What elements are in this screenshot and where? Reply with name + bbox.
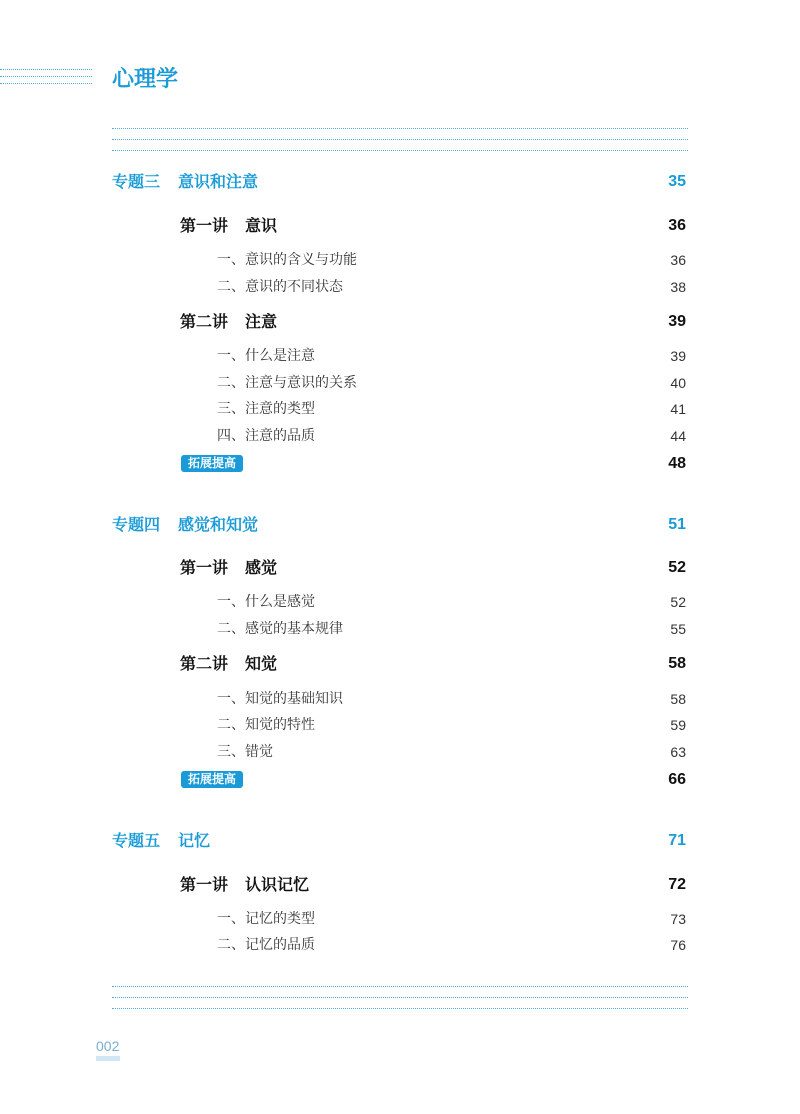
toc-lecture[interactable] (0, 310, 800, 334)
toc-topic[interactable] (0, 170, 800, 194)
bottom-dotted-line-1 (112, 986, 688, 987)
bottom-dotted-line-2 (112, 997, 688, 998)
section-title: 一、意识的含义与功能 (217, 252, 357, 268)
lecture-page: 58 (668, 655, 686, 672)
section-page: 63 (670, 744, 686, 760)
section-title: 三、错觉 (217, 744, 273, 760)
section-page: 38 (670, 279, 686, 295)
section-title: 二、意识的不同状态 (217, 279, 343, 295)
top-dotted-line-2 (112, 139, 688, 140)
extension-page: 48 (668, 455, 686, 472)
section-title: 一、记忆的类型 (217, 911, 315, 927)
page-number-bar (96, 1056, 120, 1061)
lecture-title: 知觉 (245, 654, 278, 673)
section-page: 58 (670, 691, 686, 707)
section-title: 三、注意的类型 (217, 401, 315, 417)
topic-title: 记忆 (178, 831, 211, 850)
toc-topic[interactable] (0, 513, 800, 537)
topic-label: 专题四 (112, 515, 161, 534)
section-page: 55 (670, 621, 686, 637)
lecture-label: 第二讲 (180, 654, 229, 673)
toc-section[interactable] (0, 907, 800, 931)
lecture-page: 39 (668, 313, 686, 330)
section-page: 44 (670, 428, 686, 444)
top-dotted-line-1 (112, 128, 688, 129)
toc-topic[interactable] (0, 829, 800, 853)
extension-badge: 拓展提高 (181, 771, 243, 788)
section-page: 52 (670, 594, 686, 610)
section-title: 二、感觉的基本规律 (217, 621, 343, 637)
lecture-title: 感觉 (245, 558, 278, 577)
book-title: 心理学 (112, 66, 179, 92)
lecture-label: 第一讲 (180, 875, 229, 894)
toc-section[interactable] (0, 424, 800, 448)
lecture-page: 52 (668, 559, 686, 576)
section-title: 二、知觉的特性 (217, 717, 315, 733)
section-page: 73 (670, 911, 686, 927)
extension-page: 66 (668, 771, 686, 788)
toc-section[interactable] (0, 397, 800, 421)
topic-label: 专题五 (112, 831, 161, 850)
extension-badge: 拓展提高 (181, 455, 243, 472)
section-page: 76 (670, 937, 686, 953)
toc-section[interactable] (0, 933, 800, 957)
lecture-label: 第二讲 (180, 312, 229, 331)
lecture-title: 认识记忆 (245, 875, 310, 894)
toc-lecture[interactable] (0, 556, 800, 580)
topic-title: 意识和注意 (178, 172, 259, 191)
section-page: 40 (670, 375, 686, 391)
toc-section[interactable] (0, 248, 800, 272)
topic-title: 感觉和知觉 (178, 515, 259, 534)
lecture-page: 36 (668, 217, 686, 234)
section-title: 一、知觉的基础知识 (217, 691, 343, 707)
toc-extension[interactable] (0, 768, 800, 792)
header-dotted-line-1 (0, 69, 92, 70)
page-number: 002 (96, 1038, 120, 1054)
top-dotted-line-3 (112, 150, 688, 151)
toc-section[interactable] (0, 740, 800, 764)
section-title: 一、什么是注意 (217, 348, 315, 364)
toc-section[interactable] (0, 617, 800, 641)
lecture-page: 72 (668, 876, 686, 893)
topic-page: 35 (668, 173, 686, 190)
section-page: 39 (670, 348, 686, 364)
toc-lecture[interactable] (0, 652, 800, 676)
lecture-title: 意识 (245, 216, 278, 235)
lecture-label: 第一讲 (180, 558, 229, 577)
toc-extension[interactable] (0, 452, 800, 476)
lecture-title: 注意 (245, 312, 278, 331)
bottom-dotted-line-3 (112, 1008, 688, 1009)
toc-section[interactable] (0, 275, 800, 299)
section-page: 59 (670, 717, 686, 733)
toc-section[interactable] (0, 371, 800, 395)
section-title: 二、记忆的品质 (217, 937, 315, 953)
section-title: 二、注意与意识的关系 (217, 375, 357, 391)
toc-lecture[interactable] (0, 873, 800, 897)
topic-page: 51 (668, 516, 686, 533)
toc-section[interactable] (0, 344, 800, 368)
toc-lecture[interactable] (0, 214, 800, 238)
toc-section[interactable] (0, 590, 800, 614)
toc-section[interactable] (0, 687, 800, 711)
section-title: 一、什么是感觉 (217, 594, 315, 610)
topic-label: 专题三 (112, 172, 161, 191)
section-page: 36 (670, 252, 686, 268)
lecture-label: 第一讲 (180, 216, 229, 235)
section-title: 四、注意的品质 (217, 428, 315, 444)
toc-section[interactable] (0, 713, 800, 737)
topic-page: 71 (668, 832, 686, 849)
section-page: 41 (670, 401, 686, 417)
header-dotted-line-2 (0, 76, 92, 77)
header-dotted-line-3 (0, 83, 92, 84)
